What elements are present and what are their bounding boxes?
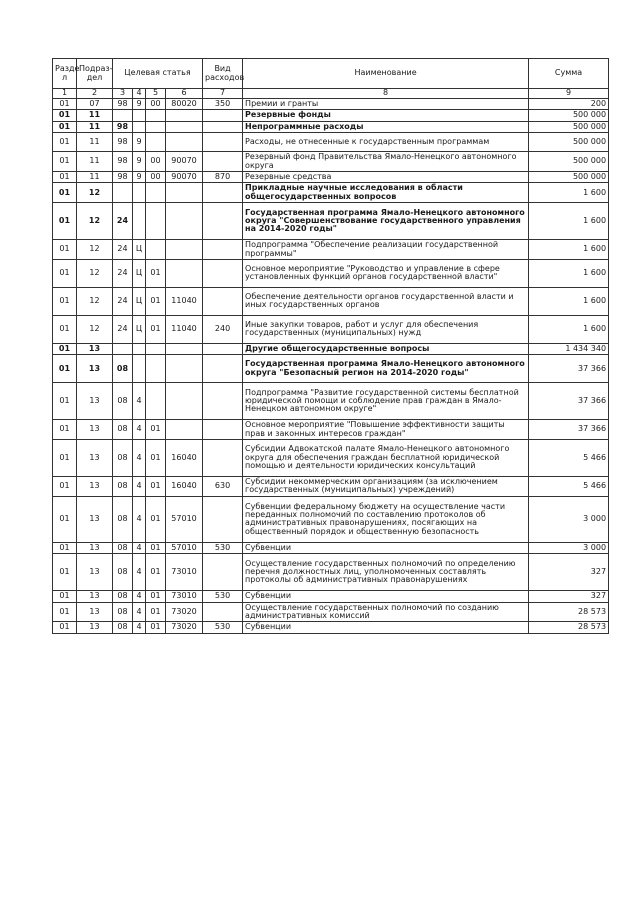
row-subprogram: [133, 203, 146, 240]
row-subprogram: [133, 110, 146, 121]
row-program: 24: [113, 259, 133, 287]
row-measure: 01: [146, 477, 166, 497]
table-row: [53, 171, 609, 182]
row-direction: 73010: [166, 591, 203, 602]
row-sum: 1 434 340: [529, 343, 609, 354]
table-body: [53, 99, 609, 634]
row-podrazdel: 11: [77, 133, 113, 152]
row-subprogram: [133, 121, 146, 132]
row-sum: 5 466: [529, 440, 609, 477]
row-measure: 00: [146, 152, 166, 172]
column-numbers-row: [53, 89, 609, 99]
row-podrazdel: 12: [77, 259, 113, 287]
row-podrazdel: 13: [77, 477, 113, 497]
row-razdel: 01: [53, 203, 77, 240]
row-sum: 3 000: [529, 542, 609, 553]
row-razdel: 01: [53, 171, 77, 182]
row-program: 24: [113, 203, 133, 240]
row-direction: 16040: [166, 477, 203, 497]
row-razdel: 01: [53, 99, 77, 110]
column-number: 2: [77, 89, 113, 99]
table-row: [53, 240, 609, 260]
table-row: [53, 259, 609, 287]
row-podrazdel: 13: [77, 440, 113, 477]
header-podrazdel: Подраз- дел: [77, 59, 113, 89]
row-measure: 01: [146, 542, 166, 553]
row-direction: 80020: [166, 99, 203, 110]
row-razdel: 01: [53, 152, 77, 172]
row-podrazdel: 13: [77, 591, 113, 602]
row-sum: 327: [529, 554, 609, 591]
row-expense-type: [203, 343, 243, 354]
row-name: Расходы, не отнесенные к государственным программам: [243, 133, 529, 152]
row-program: 08: [113, 383, 133, 420]
header-name: Наименование: [243, 59, 529, 89]
row-subprogram: 4: [133, 477, 146, 497]
row-podrazdel: 13: [77, 542, 113, 553]
row-name: Подпрограмма "Развитие государственной системы бесплатной юридической помощи и соблюдение прав граждан в Ямало-Ненецком автономном округе": [243, 383, 529, 420]
row-name: Резервные средства: [243, 171, 529, 182]
row-expense-type: [203, 440, 243, 477]
row-subprogram: 4: [133, 383, 146, 420]
row-direction: 57010: [166, 542, 203, 553]
row-measure: 01: [146, 315, 166, 343]
row-program: 98: [113, 133, 133, 152]
row-name: Субвенции: [243, 591, 529, 602]
row-name: Осуществление государственных полномочий по определению перечня должностных лиц, уполномоченных составлять протоколы об административных правонарушениях: [243, 554, 529, 591]
row-sum: 327: [529, 591, 609, 602]
table-row: [53, 152, 609, 172]
row-expense-type: 630: [203, 477, 243, 497]
row-sum: 1 600: [529, 259, 609, 287]
row-expense-type: [203, 110, 243, 121]
row-razdel: 01: [53, 602, 77, 622]
row-podrazdel: 11: [77, 152, 113, 172]
row-expense-type: [203, 121, 243, 132]
row-razdel: 01: [53, 240, 77, 260]
table-row: [53, 602, 609, 622]
row-razdel: 01: [53, 343, 77, 354]
row-razdel: 01: [53, 554, 77, 591]
row-expense-type: [203, 554, 243, 591]
row-name: Непрограммные расходы: [243, 121, 529, 132]
row-measure: [146, 343, 166, 354]
row-measure: 01: [146, 420, 166, 440]
row-program: [113, 343, 133, 354]
row-expense-type: 530: [203, 622, 243, 633]
row-direction: 16040: [166, 440, 203, 477]
row-podrazdel: 11: [77, 110, 113, 121]
row-razdel: 01: [53, 133, 77, 152]
row-name: Субсидии Адвокатской палате Ямало-Ненецкого автономного округа для обеспечения граждан бесплатной юридической помощью и деятельности юридических консультаций: [243, 440, 529, 477]
row-measure: [146, 383, 166, 420]
table-row: [53, 315, 609, 343]
row-razdel: 01: [53, 315, 77, 343]
row-subprogram: Ц: [133, 315, 146, 343]
row-direction: [166, 240, 203, 260]
row-program: 24: [113, 287, 133, 315]
row-subprogram: 9: [133, 171, 146, 182]
row-subprogram: [133, 355, 146, 383]
row-podrazdel: 11: [77, 171, 113, 182]
row-expense-type: [203, 240, 243, 260]
row-name: Субсидии некоммерческим организациям (за исключением государственных (муниципальных) учреждений): [243, 477, 529, 497]
row-subprogram: 4: [133, 602, 146, 622]
row-sum: 5 466: [529, 477, 609, 497]
row-sum: 37 366: [529, 355, 609, 383]
row-program: 98: [113, 99, 133, 110]
row-podrazdel: 12: [77, 203, 113, 240]
row-subprogram: 4: [133, 622, 146, 633]
row-subprogram: 4: [133, 496, 146, 542]
row-direction: [166, 420, 203, 440]
row-direction: [166, 183, 203, 203]
row-sum: 500 000: [529, 110, 609, 121]
row-measure: 01: [146, 602, 166, 622]
row-measure: 01: [146, 554, 166, 591]
table-row: [53, 622, 609, 633]
row-expense-type: [203, 602, 243, 622]
row-subprogram: 9: [133, 152, 146, 172]
row-direction: [166, 343, 203, 354]
row-program: 08: [113, 542, 133, 553]
column-number: 7: [203, 89, 243, 99]
row-direction: [166, 110, 203, 121]
row-podrazdel: 13: [77, 420, 113, 440]
row-measure: 00: [146, 171, 166, 182]
header-target-article: Целевая статья: [113, 59, 203, 89]
table-row: [53, 440, 609, 477]
row-sum: 37 366: [529, 383, 609, 420]
row-sum: 1 600: [529, 315, 609, 343]
row-direction: 90070: [166, 171, 203, 182]
row-sum: 1 600: [529, 183, 609, 203]
column-number: 1: [53, 89, 77, 99]
row-subprogram: 4: [133, 420, 146, 440]
row-sum: 28 573: [529, 602, 609, 622]
row-subprogram: 9: [133, 133, 146, 152]
row-program: 08: [113, 496, 133, 542]
row-name: Субвенции: [243, 622, 529, 633]
row-direction: [166, 383, 203, 420]
row-podrazdel: 12: [77, 287, 113, 315]
header-sum: Сумма: [529, 59, 609, 89]
row-expense-type: 530: [203, 591, 243, 602]
table-row: [53, 477, 609, 497]
row-podrazdel: 12: [77, 240, 113, 260]
row-program: [113, 110, 133, 121]
row-sum: 500 000: [529, 133, 609, 152]
row-subprogram: 4: [133, 542, 146, 553]
column-number: 9: [529, 89, 609, 99]
row-name: Обеспечение деятельности органов государственной власти и иных государственных органов: [243, 287, 529, 315]
row-subprogram: Ц: [133, 287, 146, 315]
row-expense-type: [203, 496, 243, 542]
row-subprogram: 9: [133, 99, 146, 110]
row-program: 08: [113, 622, 133, 633]
header-razdel: Разде л: [53, 59, 77, 89]
column-number: 5: [146, 89, 166, 99]
row-measure: 01: [146, 440, 166, 477]
row-name: Резервные фонды: [243, 110, 529, 121]
row-subprogram: Ц: [133, 259, 146, 287]
row-sum: 28 573: [529, 622, 609, 633]
row-subprogram: [133, 183, 146, 203]
table-row: [53, 383, 609, 420]
column-number: 6: [166, 89, 203, 99]
row-expense-type: [203, 383, 243, 420]
row-direction: 11040: [166, 315, 203, 343]
row-subprogram: 4: [133, 591, 146, 602]
row-razdel: 01: [53, 420, 77, 440]
row-podrazdel: 13: [77, 383, 113, 420]
budget-table: [52, 58, 609, 634]
row-podrazdel: 13: [77, 355, 113, 383]
row-direction: 57010: [166, 496, 203, 542]
row-subprogram: [133, 343, 146, 354]
row-razdel: 01: [53, 287, 77, 315]
row-expense-type: [203, 203, 243, 240]
row-program: 24: [113, 315, 133, 343]
row-program: 08: [113, 602, 133, 622]
row-program: 08: [113, 554, 133, 591]
row-program: 24: [113, 240, 133, 260]
row-direction: 73020: [166, 602, 203, 622]
table-row: [53, 287, 609, 315]
row-razdel: 01: [53, 183, 77, 203]
row-expense-type: 530: [203, 542, 243, 553]
row-direction: 73010: [166, 554, 203, 591]
table-row: [53, 203, 609, 240]
row-sum: 1 600: [529, 203, 609, 240]
row-razdel: 01: [53, 622, 77, 633]
row-program: 08: [113, 477, 133, 497]
row-measure: 01: [146, 622, 166, 633]
row-name: Другие общегосударственные вопросы: [243, 343, 529, 354]
row-sum: 500 000: [529, 152, 609, 172]
table-row: [53, 121, 609, 132]
table-row: [53, 99, 609, 110]
row-measure: [146, 110, 166, 121]
row-name: Подпрограмма "Обеспечение реализации государственной программы": [243, 240, 529, 260]
row-program: 08: [113, 591, 133, 602]
row-measure: [146, 203, 166, 240]
row-measure: [146, 240, 166, 260]
row-sum: 1 600: [529, 287, 609, 315]
row-measure: 01: [146, 496, 166, 542]
row-program: 98: [113, 152, 133, 172]
row-expense-type: 350: [203, 99, 243, 110]
row-expense-type: [203, 355, 243, 383]
table-row: [53, 343, 609, 354]
row-expense-type: [203, 183, 243, 203]
row-podrazdel: 07: [77, 99, 113, 110]
row-name: Субвенции: [243, 542, 529, 553]
table-row: [53, 420, 609, 440]
row-name: Прикладные научные исследования в области общегосударственных вопросов: [243, 183, 529, 203]
row-direction: 11040: [166, 287, 203, 315]
row-name: Резервный фонд Правительства Ямало-Ненецкого автономного округа: [243, 152, 529, 172]
table-row: [53, 542, 609, 553]
header-expense-type: Вид расходов: [203, 59, 243, 89]
table-row: [53, 183, 609, 203]
row-sum: 37 366: [529, 420, 609, 440]
row-measure: [146, 183, 166, 203]
row-name: Премии и гранты: [243, 99, 529, 110]
row-direction: [166, 259, 203, 287]
table-row: [53, 110, 609, 121]
row-podrazdel: 12: [77, 315, 113, 343]
row-podrazdel: 11: [77, 121, 113, 132]
row-name: Государственная программа Ямало-Ненецкого автономного округа "Безопасный регион на 2014-2020 годы": [243, 355, 529, 383]
row-program: 98: [113, 171, 133, 182]
row-subprogram: 4: [133, 440, 146, 477]
row-program: 08: [113, 440, 133, 477]
column-number: 8: [243, 89, 529, 99]
row-measure: 01: [146, 591, 166, 602]
row-direction: [166, 121, 203, 132]
row-direction: 73020: [166, 622, 203, 633]
row-expense-type: [203, 259, 243, 287]
row-measure: 01: [146, 259, 166, 287]
row-podrazdel: 13: [77, 343, 113, 354]
row-name: Осуществление государственных полномочий по созданию административных комиссий: [243, 602, 529, 622]
row-razdel: 01: [53, 591, 77, 602]
row-razdel: 01: [53, 440, 77, 477]
table-row: [53, 554, 609, 591]
row-program: 08: [113, 420, 133, 440]
row-name: Основное мероприятие "Повышение эффективности защиты прав и законных интересов граждан": [243, 420, 529, 440]
row-razdel: 01: [53, 259, 77, 287]
table-row: [53, 496, 609, 542]
row-podrazdel: 13: [77, 622, 113, 633]
row-direction: 90070: [166, 152, 203, 172]
row-razdel: 01: [53, 110, 77, 121]
row-razdel: 01: [53, 355, 77, 383]
row-name: Иные закупки товаров, работ и услуг для обеспечения государственных (муниципальных) нужд: [243, 315, 529, 343]
row-razdel: 01: [53, 383, 77, 420]
row-direction: [166, 203, 203, 240]
row-name: Государственная программа Ямало-Ненецкого автономного округа "Совершенствование государственного управления на 2014-2020 годы": [243, 203, 529, 240]
row-program: 98: [113, 121, 133, 132]
row-podrazdel: 13: [77, 554, 113, 591]
row-measure: [146, 355, 166, 383]
row-razdel: 01: [53, 542, 77, 553]
row-expense-type: 240: [203, 315, 243, 343]
row-expense-type: [203, 152, 243, 172]
row-podrazdel: 12: [77, 183, 113, 203]
row-sum: 3 000: [529, 496, 609, 542]
row-expense-type: [203, 420, 243, 440]
row-expense-type: 870: [203, 171, 243, 182]
row-measure: 01: [146, 287, 166, 315]
row-name: Основное мероприятие "Руководство и управление в сфере установленных функций органов государственной власти": [243, 259, 529, 287]
row-measure: 00: [146, 99, 166, 110]
table-row: [53, 355, 609, 383]
row-measure: [146, 121, 166, 132]
row-subprogram: 4: [133, 554, 146, 591]
row-program: 08: [113, 355, 133, 383]
row-measure: [146, 133, 166, 152]
row-sum: 200: [529, 99, 609, 110]
table-row: [53, 133, 609, 152]
row-podrazdel: 13: [77, 496, 113, 542]
column-number: 4: [133, 89, 146, 99]
row-expense-type: [203, 287, 243, 315]
row-sum: 500 000: [529, 171, 609, 182]
row-direction: [166, 133, 203, 152]
row-razdel: 01: [53, 496, 77, 542]
row-name: Субвенции федеральному бюджету на осуществление части переданных полномочий по составлению протоколов об административных правонарушениях, посягающих на общественный порядок и общественную безопасность: [243, 496, 529, 542]
row-razdel: 01: [53, 121, 77, 132]
row-program: [113, 183, 133, 203]
column-number: 3: [113, 89, 133, 99]
row-direction: [166, 355, 203, 383]
row-razdel: 01: [53, 477, 77, 497]
row-podrazdel: 13: [77, 602, 113, 622]
table-row: [53, 591, 609, 602]
row-sum: 500 000: [529, 121, 609, 132]
row-sum: 1 600: [529, 240, 609, 260]
row-subprogram: Ц: [133, 240, 146, 260]
row-expense-type: [203, 133, 243, 152]
